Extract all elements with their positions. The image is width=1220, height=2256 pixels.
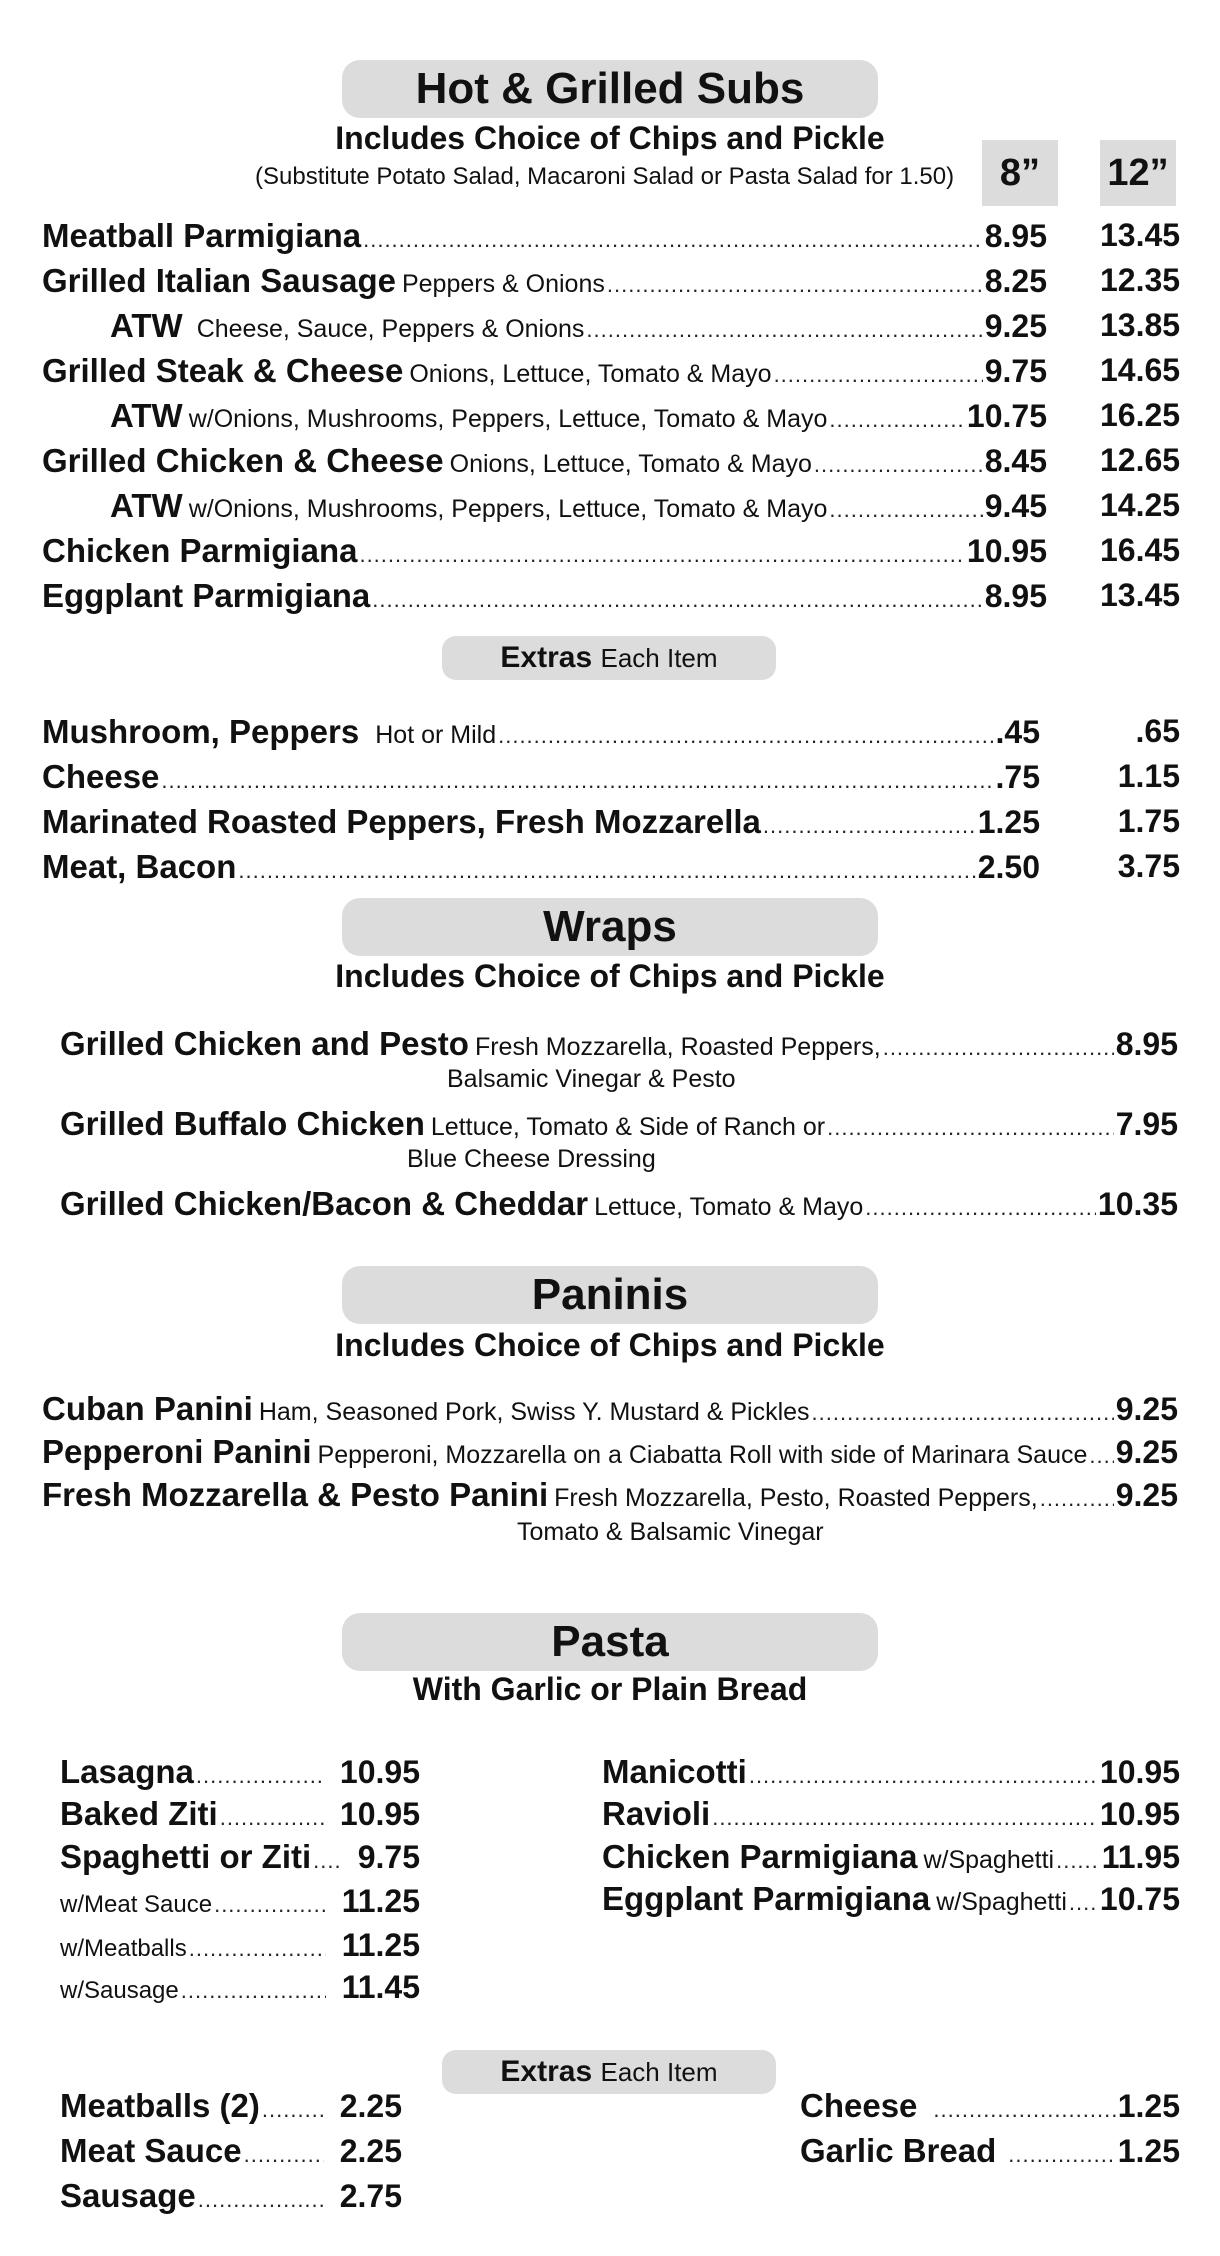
menu-item [60,1185,1178,1223]
item-name: Chicken Parmigiana [602,1838,918,1875]
item-description: w/Onions, Mushrooms, Peppers, Lettuce, Tomato & Mayo [188,495,828,523]
item-description: Onions, Lettuce, Tomato & Mayo [449,450,812,478]
item-description-continued: Balsamic Vinegar & Pesto [447,1065,736,1093]
leader-dots [359,542,964,568]
leader-dots [189,1936,326,1962]
menu-item [60,1927,420,1964]
item-name: ATW [110,307,183,344]
menu-item [42,217,1047,255]
item-price: 8.95 [1115,1026,1178,1062]
item-name: Meatball Parmigiana [42,217,362,254]
leader-dots [586,317,982,343]
leader-dots [933,2097,1115,2123]
leader-dots [363,227,983,253]
leader-dots [829,497,982,523]
item-name: Grilled Steak & Cheese [42,352,404,389]
leader-dots [161,768,993,794]
item-price-8: 9.75 [984,353,1047,389]
leader-dots [827,1115,1114,1141]
item-name: w/Meat Sauce [60,1891,213,1918]
item-description: Ham, Seasoned Pork, Swiss Y. Mustard & Pickles [258,1398,810,1426]
item-name: Cheese [800,2087,918,2124]
leader-dots [812,1400,1114,1426]
item-name: Grilled Chicken/Bacon & Cheddar [60,1185,589,1222]
extras-label-small: Each Item [600,643,718,673]
menu-item [60,1838,420,1876]
item-name: Grilled Chicken and Pesto [60,1025,469,1062]
item-description: w/Spaghetti [936,1888,1067,1916]
item-price-12: 3.75 [1117,848,1180,884]
item-name: Ravioli [602,1795,711,1832]
item-price: 9.25 [1115,1434,1178,1470]
menu-item [42,1390,1178,1428]
menu-item [60,1883,420,1920]
leader-dots [814,452,983,478]
menu-item [42,577,1047,615]
item-name: Baked Ziti [60,1795,218,1832]
menu-item [60,1795,420,1833]
item-name: Sausage [60,2177,196,2214]
item-price: 1.25 [1117,2088,1180,2124]
item-price-8: 9.25 [984,308,1047,344]
leader-dots [372,587,982,613]
menu-item [60,2087,402,2125]
substitution-note: (Substitute Potato Salad, Macaroni Salad or Pasta Salad for 1.50) [255,163,955,190]
leader-dots [829,407,965,433]
section-subtitle-paninis: Includes Choice of Chips and Pickle [335,1327,885,1363]
item-price-12: 16.25 [1100,397,1181,433]
item-description: w/Onions, Mushrooms, Peppers, Lettuce, Tomato & Mayo [188,405,828,433]
section-title-paninis: Paninis [342,1266,878,1324]
menu-item [42,532,1047,570]
item-name: Grilled Buffalo Chicken [60,1105,425,1142]
item-name: Cuban Panini [42,1390,253,1427]
menu-item [42,803,1040,841]
leader-dots [244,2142,324,2168]
section-subtitle-hot-subs: Includes Choice of Chips and Pickle [335,120,885,156]
menu-item [60,2132,402,2170]
item-price: 9.25 [1115,1477,1178,1513]
menu-item [110,397,1047,435]
item-description-continued: Tomato & Balsamic Vinegar [517,1518,824,1546]
leader-dots [238,858,975,884]
item-name: Meatballs (2) [60,2087,260,2124]
item-price: 7.95 [1115,1106,1178,1142]
item-price-8: 8.95 [984,578,1047,614]
section-title-hot-subs: Hot & Grilled Subs [342,60,878,118]
menu-item [800,2087,1180,2125]
item-name: Meat Sauce [60,2132,242,2169]
item-price-12: 13.45 [1100,217,1181,253]
menu-item [602,1795,1180,1833]
menu-item [60,1025,1178,1063]
item-description: Peppers & Onions [401,270,605,298]
section-title-pasta: Pasta [342,1613,878,1671]
item-name: Lasagna [60,1753,194,1790]
item-price: 2.25 [339,2133,402,2169]
item-description: Fresh Mozzarella, Roasted Peppers, [474,1033,881,1061]
item-description: Cheese, Sauce, Peppers & Onions [196,315,585,343]
item-price-12: 12.65 [1100,442,1181,478]
item-price-8: 10.95 [966,533,1047,569]
menu-item [42,262,1047,300]
item-name: Eggplant Parmigiana [42,577,371,614]
item-price-8: 1.25 [977,804,1040,840]
item-price-8: 2.50 [977,849,1040,885]
item-price-12: 13.85 [1100,307,1181,343]
item-price: 10.95 [1099,1754,1180,1790]
item-price: 2.75 [339,2178,402,2214]
item-price: 11.45 [341,1969,420,2005]
item-name: w/Meatballs [60,1935,187,1962]
menu-item [602,1880,1180,1918]
item-name: Garlic Bread [800,2132,997,2169]
item-price: 10.95 [339,1796,420,1832]
section-title-wraps: Wraps [342,898,878,956]
item-description: Pepperoni, Mozzarella on a Ciabatta Roll with side of Marinara Sauce [317,1441,1088,1469]
menu-item [110,487,1047,525]
item-name: Mushroom, Peppers [42,713,360,750]
extras-label-subs [442,636,776,680]
item-price-8: 8.45 [984,443,1047,479]
item-name: w/Sausage [60,1977,179,2004]
leader-dots [1040,1486,1114,1512]
size-header-8: 8” [982,140,1058,206]
item-price: 9.25 [1115,1391,1178,1427]
extras-label: Extras [500,641,593,674]
item-name: Spaghetti or Ziti [60,1838,312,1875]
leader-dots [774,362,983,388]
item-price-12: 13.45 [1100,577,1181,613]
leader-dots [181,1978,326,2004]
item-price-8: .45 [995,714,1040,750]
item-price-12: 16.45 [1100,532,1181,568]
menu-item [60,1969,420,2006]
menu-item [42,848,1040,886]
menu-item [110,307,1047,345]
item-price-8: .75 [995,759,1040,795]
item-name: Marinated Roasted Peppers, Fresh Mozzarella [42,803,761,840]
item-name: Grilled Italian Sausage [42,262,396,299]
menu-item [602,1753,1180,1791]
leader-dots [1008,2142,1115,2168]
item-name: Fresh Mozzarella & Pesto Panini [42,1476,549,1513]
leader-dots [883,1035,1114,1061]
leader-dots [214,1892,326,1918]
extras-label: Extras [500,2055,593,2088]
menu-item [602,1838,1180,1876]
section-subtitle-pasta: With Garlic or Plain Bread [412,1671,808,1707]
item-name: ATW [110,487,183,524]
item-description: Fresh Mozzarella, Pesto, Roasted Peppers, [554,1484,1038,1512]
item-price-8: 9.45 [984,488,1047,524]
leader-dots [198,2187,324,2213]
item-price: 2.25 [339,2088,402,2124]
item-name: Cheese [42,758,160,795]
size-header-12: 12” [1100,140,1176,206]
item-price-8: 8.25 [984,263,1047,299]
leader-dots [763,813,976,839]
section-subtitle-wraps: Includes Choice of Chips and Pickle [335,958,885,994]
item-name: Manicotti [602,1753,747,1790]
item-name: Eggplant Parmigiana [602,1880,931,1917]
menu-item [42,758,1040,796]
leader-dots [712,1805,1098,1831]
leader-dots [1089,1443,1113,1469]
item-price: 9.75 [357,1839,420,1875]
item-description: Hot or Mild [375,721,497,749]
menu-item [60,1105,1178,1143]
leader-dots [1056,1848,1100,1874]
extras-label-pasta [442,2050,776,2094]
item-name: Meat, Bacon [42,848,237,885]
menu-item [42,1433,1178,1471]
item-price: 1.25 [1117,2133,1180,2169]
item-price-8: 10.75 [966,398,1047,434]
item-price: 10.35 [1097,1186,1178,1222]
leader-dots [865,1195,1096,1221]
item-price-8: 8.95 [984,218,1047,254]
item-name: Pepperoni Panini [42,1433,312,1470]
item-price: 10.95 [339,1754,420,1790]
menu-item [42,442,1047,480]
item-description: Lettuce, Tomato & Side of Ranch or [430,1113,826,1141]
leader-dots [498,723,993,749]
leader-dots [749,1763,1098,1789]
menu-item [800,2132,1180,2170]
item-price: 11.25 [341,1883,420,1919]
leader-dots [220,1805,324,1831]
menu-item [42,713,1040,751]
menu-item [42,352,1047,390]
leader-dots [313,1848,342,1874]
menu-item [60,1753,420,1791]
item-price-12: 1.15 [1117,758,1180,794]
item-description: Onions, Lettuce, Tomato & Mayo [409,360,772,388]
item-description-continued: Blue Cheese Dressing [407,1145,656,1173]
leader-dots [1069,1890,1098,1916]
extras-label-small: Each Item [600,2057,718,2087]
item-price-12: 14.25 [1100,487,1181,523]
item-price: 11.25 [341,1927,420,1963]
leader-dots [196,1763,324,1789]
item-price-12: 14.65 [1100,352,1181,388]
item-description: Lettuce, Tomato & Mayo [594,1193,864,1221]
item-name: Chicken Parmigiana [42,532,358,569]
item-price: 11.95 [1101,1839,1180,1875]
leader-dots [607,272,983,298]
item-name: Grilled Chicken & Cheese [42,442,444,479]
item-price-12: .65 [1135,713,1180,749]
item-price: 10.95 [1099,1796,1180,1832]
item-description: w/Spaghetti [923,1846,1055,1874]
item-price-12: 12.35 [1100,262,1181,298]
menu-item [42,1476,1178,1514]
item-price-12: 1.75 [1117,803,1180,839]
item-name: ATW [110,397,183,434]
item-price: 10.75 [1099,1881,1180,1917]
leader-dots [262,2097,324,2123]
menu-item [60,2177,402,2215]
